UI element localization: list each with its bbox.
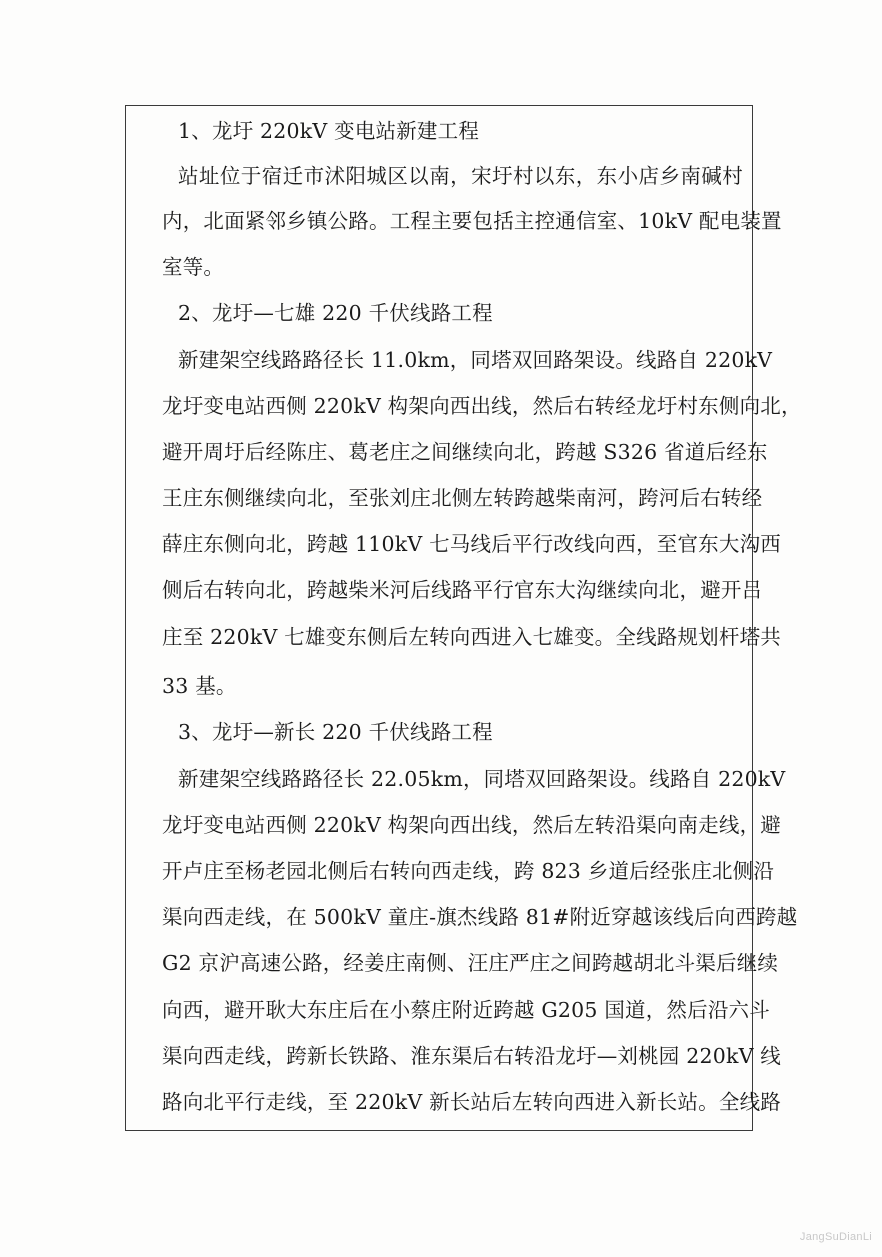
paragraph-line: 路向北平行走线，至 220kV 新长站后左转向西进入新长站。全线路 — [162, 1090, 781, 1114]
paragraph-line: 渠向西走线，在 500kV 童庄-旗杰线路 81#附近穿越该线后向西跨越 — [162, 905, 798, 929]
paragraph-line: 薛庄东侧向北，跨越 110kV 七马线后平行改线向西，至官东大沟西 — [162, 532, 781, 556]
section-heading: 1、龙圩 220kV 变电站新建工程 — [178, 119, 480, 143]
paragraph-line: 侧后右转向北，跨越柴米河后线路平行官东大沟继续向北，避开吕 — [162, 578, 763, 602]
paragraph-line: 龙圩变电站西侧 220kV 构架向西出线，然后左转沿渠向南走线，避 — [162, 813, 781, 837]
paragraph-line: 避开周圩后经陈庄、葛老庄之间继续向北，跨越 S326 省道后经东 — [162, 440, 768, 464]
paragraph-line: 新建架空线路路径长 22.05km，同塔双回路架设。线路自 220kV — [178, 767, 786, 791]
paragraph-line: 王庄东侧继续向北，至张刘庄北侧左转跨越柴南河，跨河后右转经 — [162, 486, 763, 510]
paragraph-line: 33 基。 — [162, 674, 237, 698]
paragraph-line: 室等。 — [162, 255, 225, 279]
paragraph-line: 内，北面紧邻乡镇公路。工程主要包括主控通信室、10kV 配电装置 — [162, 209, 782, 233]
paragraph-line: 庄至 220kV 七雄变东侧后左转向西进入七雄变。全线路规划杆塔共 — [162, 625, 781, 649]
paragraph-line: 向西，避开耿大东庄后在小蔡庄附近跨越 G205 国道，然后沿六斗 — [162, 998, 770, 1022]
paragraph-line: 开卢庄至杨老园北侧后右转向西走线，跨 823 乡道后经张庄北侧沿 — [162, 859, 775, 883]
watermark-text: JangSuDianLi — [799, 1231, 872, 1243]
section-heading: 2、龙圩—七雄 220 千伏线路工程 — [178, 301, 493, 325]
paragraph-line: 新建架空线路路径长 11.0km，同塔双回路架设。线路自 220kV — [178, 348, 773, 372]
paragraph-line: 渠向西走线，跨新长铁路、淮东渠后右转沿龙圩—刘桃园 220kV 线 — [162, 1044, 781, 1068]
section-heading: 3、龙圩—新长 220 千伏线路工程 — [178, 720, 493, 744]
paragraph-line: G2 京沪高速公路，经姜庄南侧、汪庄严庄之间跨越胡北斗渠后继续 — [162, 951, 779, 975]
paragraph-line: 站址位于宿迁市沭阳城区以南，宋圩村以东，东小店乡南碱村 — [178, 164, 743, 188]
paragraph-line: 龙圩变电站西侧 220kV 构架向西出线，然后右转经龙圩村东侧向北， — [162, 394, 802, 418]
